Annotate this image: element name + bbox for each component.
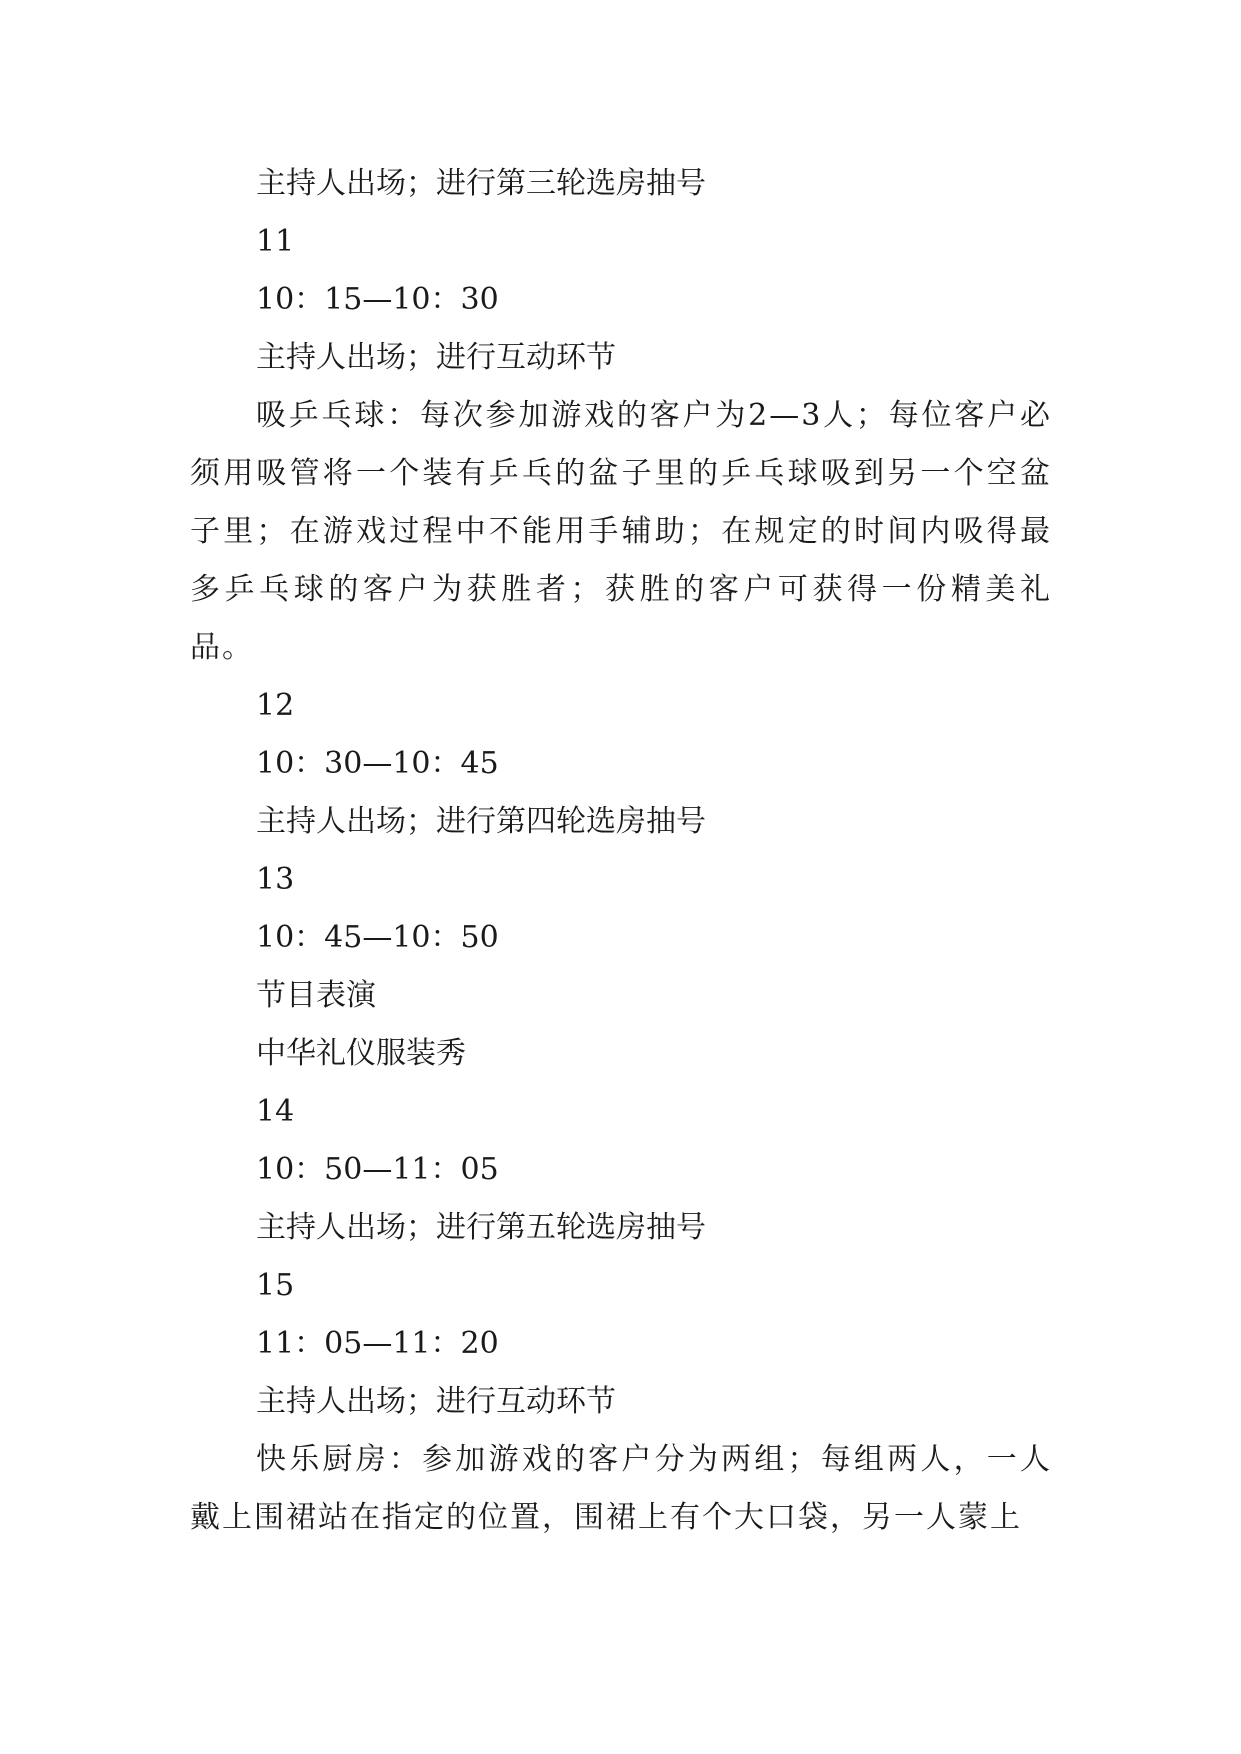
time-range: 10：45—10：50: [256, 920, 499, 955]
time-range: 10：30—10：45: [256, 746, 499, 781]
text-line: 节目表演: [256, 978, 376, 1013]
item-number: 13: [256, 862, 295, 897]
item-number: 12: [256, 688, 295, 723]
text-line: 主持人出场；进行第四轮选房抽号: [256, 804, 706, 839]
item-number: 14: [256, 1094, 295, 1129]
document-body: [190, 155, 1052, 1547]
item-number: 15: [256, 1268, 295, 1303]
game-description-paragraph: 吸乒乓球：每次参加游戏的客户为2—3人；每位客户必须用吸管将一个装有乒乓的盆子里的乒乓球吸到另一个空盆子里；在游戏过程中不能用手辅助；在规定的时间内吸得最多乒乓球的客户为获胜者；获胜的客户可获得一份精美礼品。: [190, 398, 1052, 665]
item-number: 11: [256, 224, 295, 259]
text-line: 主持人出场；进行互动环节: [256, 1384, 616, 1419]
time-range: 10：50—11：05: [256, 1152, 499, 1187]
time-range: 10：15—10：30: [256, 282, 499, 317]
text-line: 主持人出场；进行第五轮选房抽号: [256, 1210, 706, 1245]
game-description-paragraph: 快乐厨房：参加游戏的客户分为两组；每组两人，一人戴上围裙站在指定的位置，围裙上有个大口袋，另一人蒙上: [190, 1442, 1052, 1535]
text-line: 主持人出场；进行互动环节: [256, 340, 616, 375]
text-line: 主持人出场；进行第三轮选房抽号: [256, 166, 706, 201]
text-line: 中华礼仪服装秀: [256, 1036, 466, 1071]
time-range: 11：05—11：20: [256, 1326, 499, 1361]
